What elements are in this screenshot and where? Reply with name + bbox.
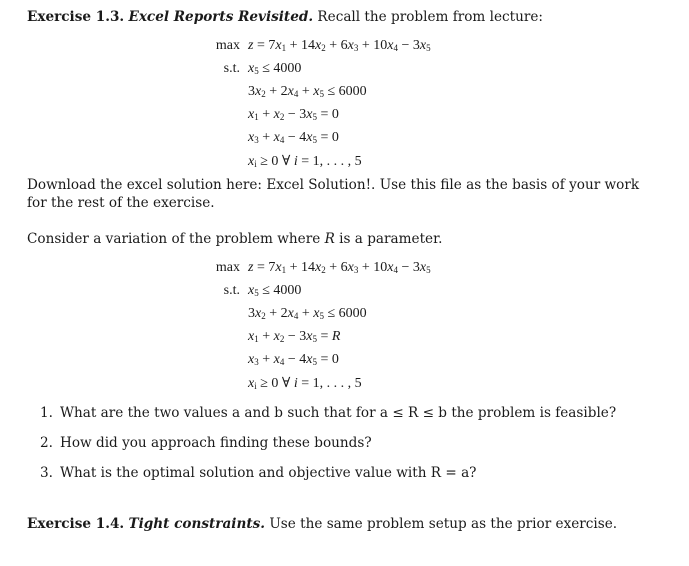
question-list — [40, 398, 616, 488]
constraint: $x_3 + x_4 - 4x_5 = 0$ — [248, 352, 339, 367]
variation-text: is a parameter. — [334, 231, 443, 247]
constraint: $x_1 + x_2 - 3x_5 = R$ — [248, 329, 341, 344]
constraint: $3x_2 + 2x_4 + x_5 \le 6000$ — [248, 84, 367, 99]
constraint: $x_5 \le 4000$ — [248, 61, 302, 76]
exercise-subtitle: Tight constraints. — [128, 516, 265, 532]
question-number: 2. — [40, 435, 53, 451]
constraint: $x_1 + x_2 - 3x_5 = 0$ — [248, 107, 339, 122]
question-text: What is the optimal solution and objective value with R = a? — [60, 465, 477, 481]
constraint: $x_5 \le 4000$ — [248, 283, 302, 298]
constraint: $x_i \ge 0$ ∀ i = 1, . . . , 5 — [248, 376, 362, 391]
exercise-1-4-heading — [27, 515, 657, 533]
objective-function: $z = 7x_1 + 14x_2 + 6x_3 + 10x_4 - 3x_5$ — [248, 38, 431, 53]
exercise-1-3-heading — [27, 8, 657, 26]
question-text: How did you approach finding these bounds? — [60, 435, 372, 451]
st-keyword: s.t. — [223, 61, 240, 76]
constraint: $x_i \ge 0$ ∀ i = 1, . . . , 5 — [248, 154, 362, 169]
question-item — [40, 458, 616, 488]
st-keyword: s.t. — [223, 283, 240, 298]
exercise-number: Exercise 1.4. — [27, 516, 125, 532]
parameter-symbol: R — [324, 231, 335, 247]
objective-function: $z = 7x_1 + 14x_2 + 6x_3 + 10x_4 - 3x_5$ — [248, 260, 431, 275]
question-number: 3. — [40, 465, 53, 481]
question-text: What are the two values a and b such that for a ≤ R ≤ b the problem is feasible? — [60, 405, 617, 421]
exercise-intro: Use the same problem setup as the prior exercise. — [269, 516, 618, 532]
variation-paragraph — [27, 230, 657, 248]
question-number: 1. — [40, 405, 53, 421]
question-item — [40, 398, 616, 428]
exercise-subtitle: Excel Reports Revisited. — [128, 9, 314, 25]
max-keyword: max — [215, 38, 240, 53]
exercise-intro: Recall the problem from lecture: — [317, 9, 543, 25]
question-item — [40, 428, 616, 458]
download-paragraph: Download the excel solution here: Excel Solution!. Use this file as the basis of your work for the rest of the exercise. — [27, 177, 640, 211]
exercise-number: Exercise 1.3. — [27, 9, 125, 25]
max-keyword: max — [215, 260, 240, 275]
variation-text: Consider a variation of the problem where — [27, 231, 325, 247]
constraint: $x_3 + x_4 - 4x_5 = 0$ — [248, 130, 339, 145]
constraint: $3x_2 + 2x_4 + x_5 \le 6000$ — [248, 306, 367, 321]
